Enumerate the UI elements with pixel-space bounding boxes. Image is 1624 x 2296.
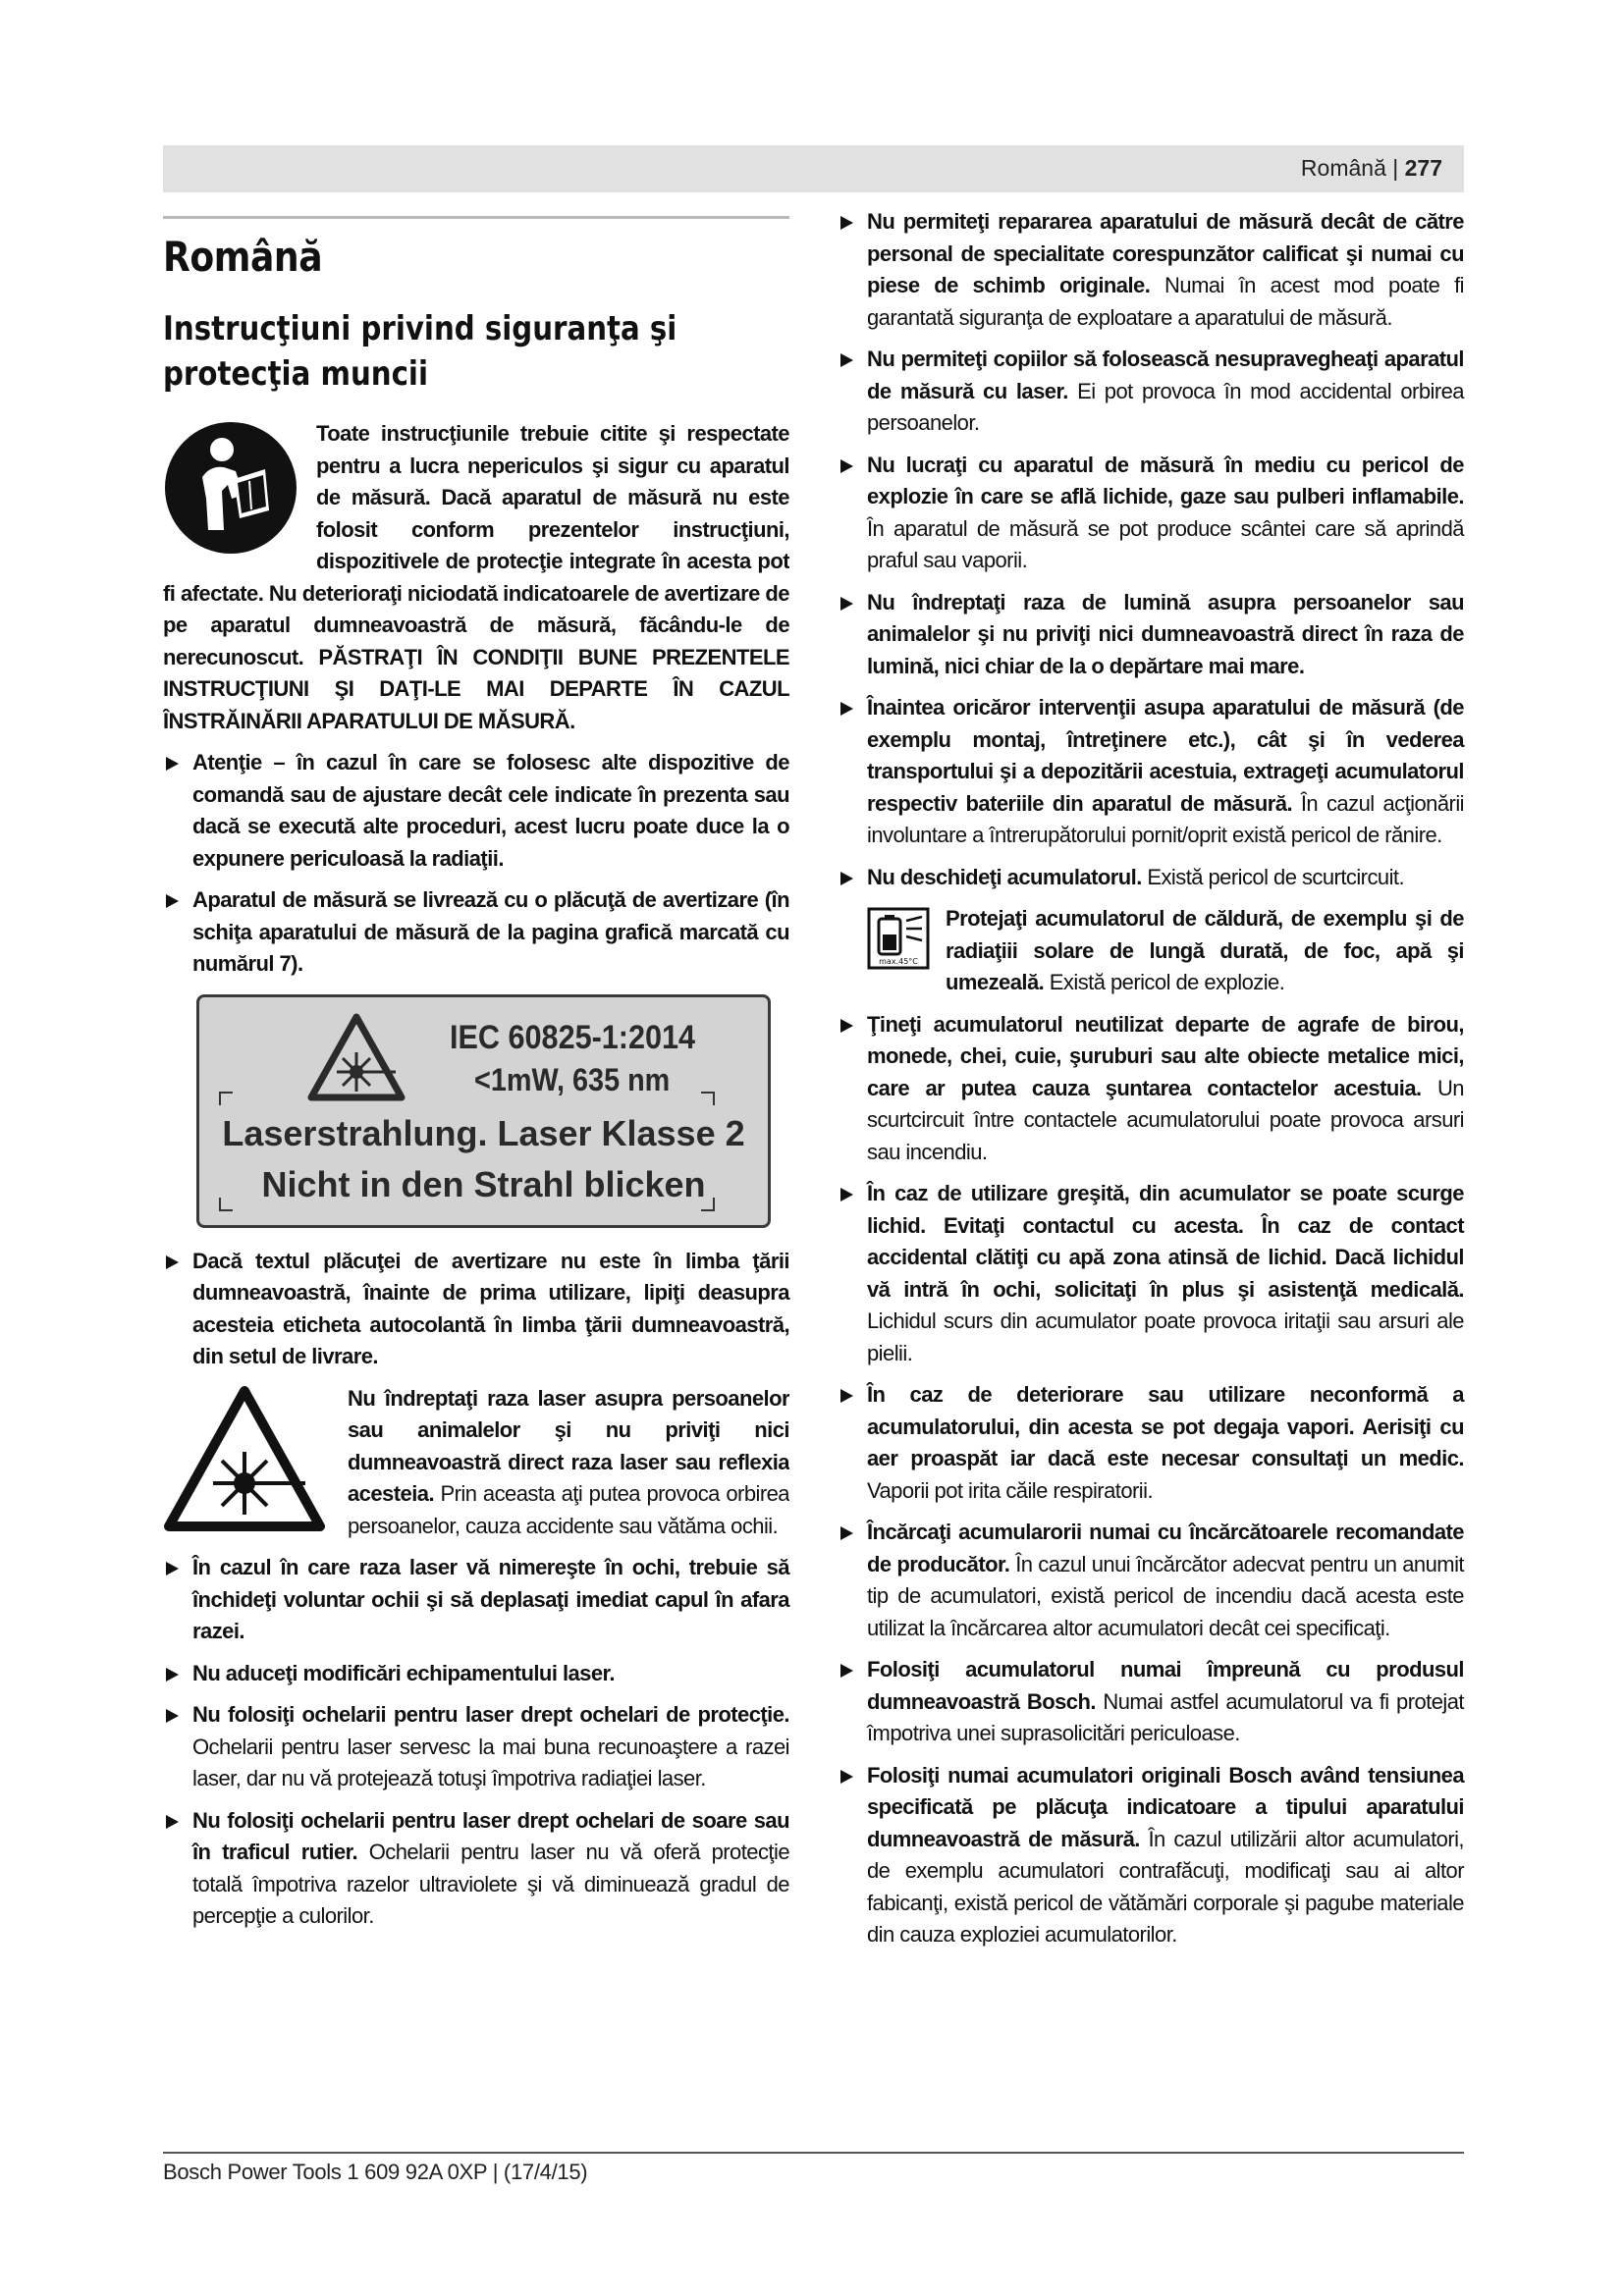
item-bold: Nu permiteţi copiilor să folosească nesupravegheaţi aparatul de măsură cu laser. [867, 347, 1464, 403]
item-text: Numai astfel acumulatorul va fi protejat împotriva unei suprasolicitări periculoase. [867, 1688, 1464, 1745]
bullet-icon [840, 353, 853, 367]
battery-heat-icon [867, 907, 930, 970]
item-text: Vaporii pot irita căile respiratorii. [867, 1477, 1154, 1503]
battery-warning-block [867, 903, 1464, 999]
item-text: Lichidul scurs din acumulator poate provoca iritaţii sau arsuri ale pielii. [867, 1308, 1464, 1365]
item-bold: Nu permiteţi repararea aparatului de măsură decât de către personal de specialitate corespunzător calificat şi numai cu piese de schimb originale. [867, 209, 1464, 297]
bullet-icon [840, 1389, 853, 1403]
laser-warning-label [196, 994, 771, 1228]
list-item [838, 1517, 1464, 1644]
item-text: În aparatul de măsură se pot produce scântei care să aprindă praful sau vaporii. [867, 515, 1464, 572]
page-number: 277 [1404, 155, 1442, 181]
item-text: În cazul acţionării involuntare a întrerupătorului pornit/oprit există pericol de rănire. [867, 790, 1464, 847]
footer-text: Bosch Power Tools 1 609 92A 0XP | (17/4/15) [163, 2160, 588, 2184]
bullet-icon [166, 1815, 179, 1829]
item-bold: În cazul în care raza laser vă nimereşte în ochi, trebuie să închideţi voluntar ochii şi să deplasaţi imediat capul în afara razei. [192, 1555, 789, 1643]
page-title: Română [163, 233, 323, 281]
warning-bold: Protejaţi acumulatorul de căldură, de exemplu şi de radiaţiii solare de lungă durată, de foc, apă şi umezeală. [946, 906, 1464, 994]
list-item [838, 1178, 1464, 1369]
warning-list-1 [163, 747, 789, 981]
bullet-icon [840, 216, 853, 230]
intro-block [163, 418, 789, 737]
list-item [838, 1760, 1464, 1951]
bullet-icon [840, 597, 853, 611]
list-item [163, 1805, 789, 1933]
warning-text: Există pericol de explozie. [1044, 970, 1285, 994]
warning-text: Prin aceasta aţi putea provoca orbirea persoanelor, cauza accidente sau vătăma ochii. [348, 1481, 789, 1538]
list-item [838, 1379, 1464, 1507]
item-text: Numai în acest mod poate fi garantată siguranţa de exploatare a aparatului de măsură. [867, 273, 1464, 330]
item-bold: Atenţie – în cazul în care se folosesc alte dispozitive de comandă sau de ajustare decât cele indicate în prezenta sau dacă se execută alte proceduri, acest lucru poate duce la o expunere periculoasă la radiaţii. [192, 750, 789, 871]
label-class: Laserstrahlung. Laser Klasse 2 [222, 1112, 745, 1153]
item-text: Există pericol de scurtcircuit. [1141, 864, 1405, 889]
bullet-icon [840, 1019, 853, 1033]
list-item [838, 206, 1464, 334]
section-heading: Instrucţiuni privind siguranţa şi protecţia muncii [163, 309, 677, 394]
item-bold: Nu folosiţi ochelarii pentru laser drept ochelari de protecţie. [192, 1702, 789, 1727]
bullet-icon [166, 1255, 179, 1269]
list-item [838, 450, 1464, 577]
list-item [163, 1246, 789, 1373]
left-column [163, 216, 789, 1943]
item-text: Ei pot provoca în mod accidental orbirea persoanelor. [867, 378, 1464, 435]
item-bold: Nu aduceţi modificări echipamentului laser. [192, 1660, 615, 1685]
warning-list-3 [163, 1552, 789, 1933]
list-item [163, 884, 789, 981]
list-item [838, 692, 1464, 852]
corner-mark [701, 1198, 715, 1211]
page-header [163, 145, 1464, 192]
bullet-icon [166, 1709, 179, 1723]
bullet-icon [840, 702, 853, 716]
item-text: Ochelarii pentru laser nu vă oferă protecţie totală împotriva razelor ultraviolete şi vă diminuează gradul de percepţie a culorilor. [192, 1840, 790, 1928]
list-item [163, 1552, 789, 1648]
item-bold: Nu lucraţi cu aparatul de măsură în mediu cu pericol de explozie în care se află lichide, gaze sau pulberi inflamabile. [867, 452, 1464, 508]
list-item [838, 1654, 1464, 1750]
laser-hazard-icon [307, 1013, 406, 1101]
footer-rule [163, 2152, 1464, 2154]
corner-mark [219, 1198, 233, 1211]
list-item [163, 747, 789, 875]
bullet-icon [840, 459, 853, 473]
read-manual-icon [163, 420, 298, 556]
title-rule [163, 216, 789, 219]
list-item [163, 1699, 789, 1795]
item-bold: Folosiţi numai acumulatori originali Bosch având tensiunea specificată pe plăcuţa indicatoare a tipului aparatului dumneavoastră de măsură. [867, 1762, 1464, 1851]
item-bold: Folosiţi acumulatorul numai împreună cu produsul dumneavoastră Bosch. [867, 1657, 1464, 1714]
warning-list-4 [838, 206, 1464, 893]
list-item [838, 344, 1464, 440]
battery-icon-caption: max.45°C [879, 957, 918, 966]
label-power: <1mW, 635 nm [474, 1061, 671, 1097]
warning-list-2 [163, 1246, 789, 1373]
bullet-icon [840, 872, 853, 885]
battery-warning-text [867, 903, 1464, 999]
bullet-icon [840, 1526, 853, 1540]
item-bold: Aparatul de măsură se livrează cu o plăcuţă de avertizare (în schiţa aparatului de măsură de la pagina grafică marcată cu numărul 7). [192, 887, 789, 976]
bullet-icon [166, 757, 179, 771]
item-bold: Nu folosiţi ochelarii pentru laser drept ochelari de soare sau în traficul rutier. [192, 1807, 789, 1864]
list-item [838, 862, 1464, 894]
list-item [838, 587, 1464, 683]
item-bold: Nu îndreptaţi raza de lumină asupra persoanelor sau animalelor şi nu priviţi nici dumneavoastră direct în raza de lumină, nici chiar de la o depărtare mai mare. [867, 589, 1464, 678]
warning-list-5 [838, 1009, 1464, 1951]
item-bold: În caz de deteriorare sau utilizare neconformă a acumulatorului, din acesta se pot degaja vapori. Aerisiţi cu aer proaspăt iar dacă este necesar consultaţi un medic. [867, 1382, 1464, 1470]
label-caution: Nicht in den Strahl blicken [261, 1163, 706, 1204]
bullet-icon [166, 1668, 179, 1682]
item-bold: Înaintea oricăror intervenţii asupa aparatului de măsură (de exemplu montaj, întreţinere etc.), cât şi în vederea transportului şi a depozitării acestuia, extrageţi acumulatorul respectiv bateriile din aparatul de măsură. [867, 695, 1464, 816]
right-column [838, 206, 1464, 1961]
bullet-icon [840, 1188, 853, 1201]
intro-bold: Toate instrucţiunile trebuie citite şi respectate pentru a lucra nepericulos şi sigur cu aparatul de măsură. Dacă aparatul de măsură nu este folosit conform prezentelor instrucţiuni, dispozitivele de protecţie integrate în acesta pot fi afectate. Nu deterioraţi niciodată indicatoarele de avertizare de pe aparatul dumneavoastră de măsură, făcându-le de nerecunoscut. PĂSTRAŢI ÎN CONDIŢII BUNE PREZENTELE INSTRUCŢIUNI ŞI DAŢI-LE MAI DEPARTE ÎN CAZUL ÎNSTRĂINĂRII APARATULUI DE MĂSURĂ. [163, 421, 789, 733]
item-text: Un scurtcircuit între contactele acumulatorului poate provoca arsuri sau incendiu. [867, 1075, 1464, 1164]
list-item [838, 1009, 1464, 1169]
item-bold: Dacă textul plăcuţei de avertizare nu este în limba ţării dumneavoastră, înainte de prima utilizare, lipiţi deasupra acesteia eticheta autocolantă în limba ţării dumneavoastră, din setul de livrare. [192, 1248, 789, 1368]
laser-warning-block [163, 1383, 789, 1543]
corner-mark [701, 1092, 715, 1105]
header-section: Română [1300, 155, 1386, 181]
item-bold: Nu deschideţi acumulatorul. [867, 864, 1142, 889]
item-text: În cazul unui încărcător adecvat pentru un anumit tip de acumulatori, există pericol de incendiu dacă acesta este utilizat la încărcarea altor acumulatori decât cei specificaţi. [867, 1551, 1464, 1640]
item-bold: În caz de utilizare greşită, din acumulator se poate scurge lichid. Evitaţi contactul cu acesta. În caz de contact accidental clătiţi cu apă zona atinsă de lichid. Dacă lichidul vă intră în ochi, solicitaţi în plus şi asistenţă medicală. [867, 1181, 1464, 1302]
item-bold: Încărcaţi acumularorii numai cu încărcătoarele recomandate de producător. [867, 1520, 1464, 1576]
bullet-icon [840, 1770, 853, 1784]
corner-mark [219, 1092, 233, 1105]
item-bold: Ţineţi acumulatorul neutilizat departe de agrafe de birou, monede, chei, cuie, şuruburi sau alte obiecte metalice mici, care ar putea cauza şuntarea contactelor acestuia. [867, 1011, 1464, 1100]
item-text: În cazul utilizării altor acumulatori, de exemplu acumulatori contrafăcuţi, modificaţi sau ai altor fabicanţi, există pericol de vătămări corporale şi pagube materiale din cauza exploziei acumulatorilor. [867, 1826, 1464, 1947]
label-standard: IEC 60825-1:2014 [450, 1018, 696, 1056]
bullet-icon [840, 1664, 853, 1678]
item-text: Ochelarii pentru laser servesc la mai buna recunoaştere a razei laser, dar nu vă protejează totuşi împotriva radiaţiei laser. [192, 1734, 789, 1790]
warning-bold: Nu îndreptaţi raza laser asupra persoanelor sau animalelor şi nu priviţi nici dumneavoastră direct raza laser sau reflexia acesteia. [348, 1385, 789, 1506]
header-label: Română | 277 [1300, 155, 1442, 181]
bullet-icon [166, 894, 179, 908]
laser-warning-icon [163, 1385, 326, 1532]
list-item [163, 1658, 789, 1690]
bullet-icon [166, 1562, 179, 1575]
